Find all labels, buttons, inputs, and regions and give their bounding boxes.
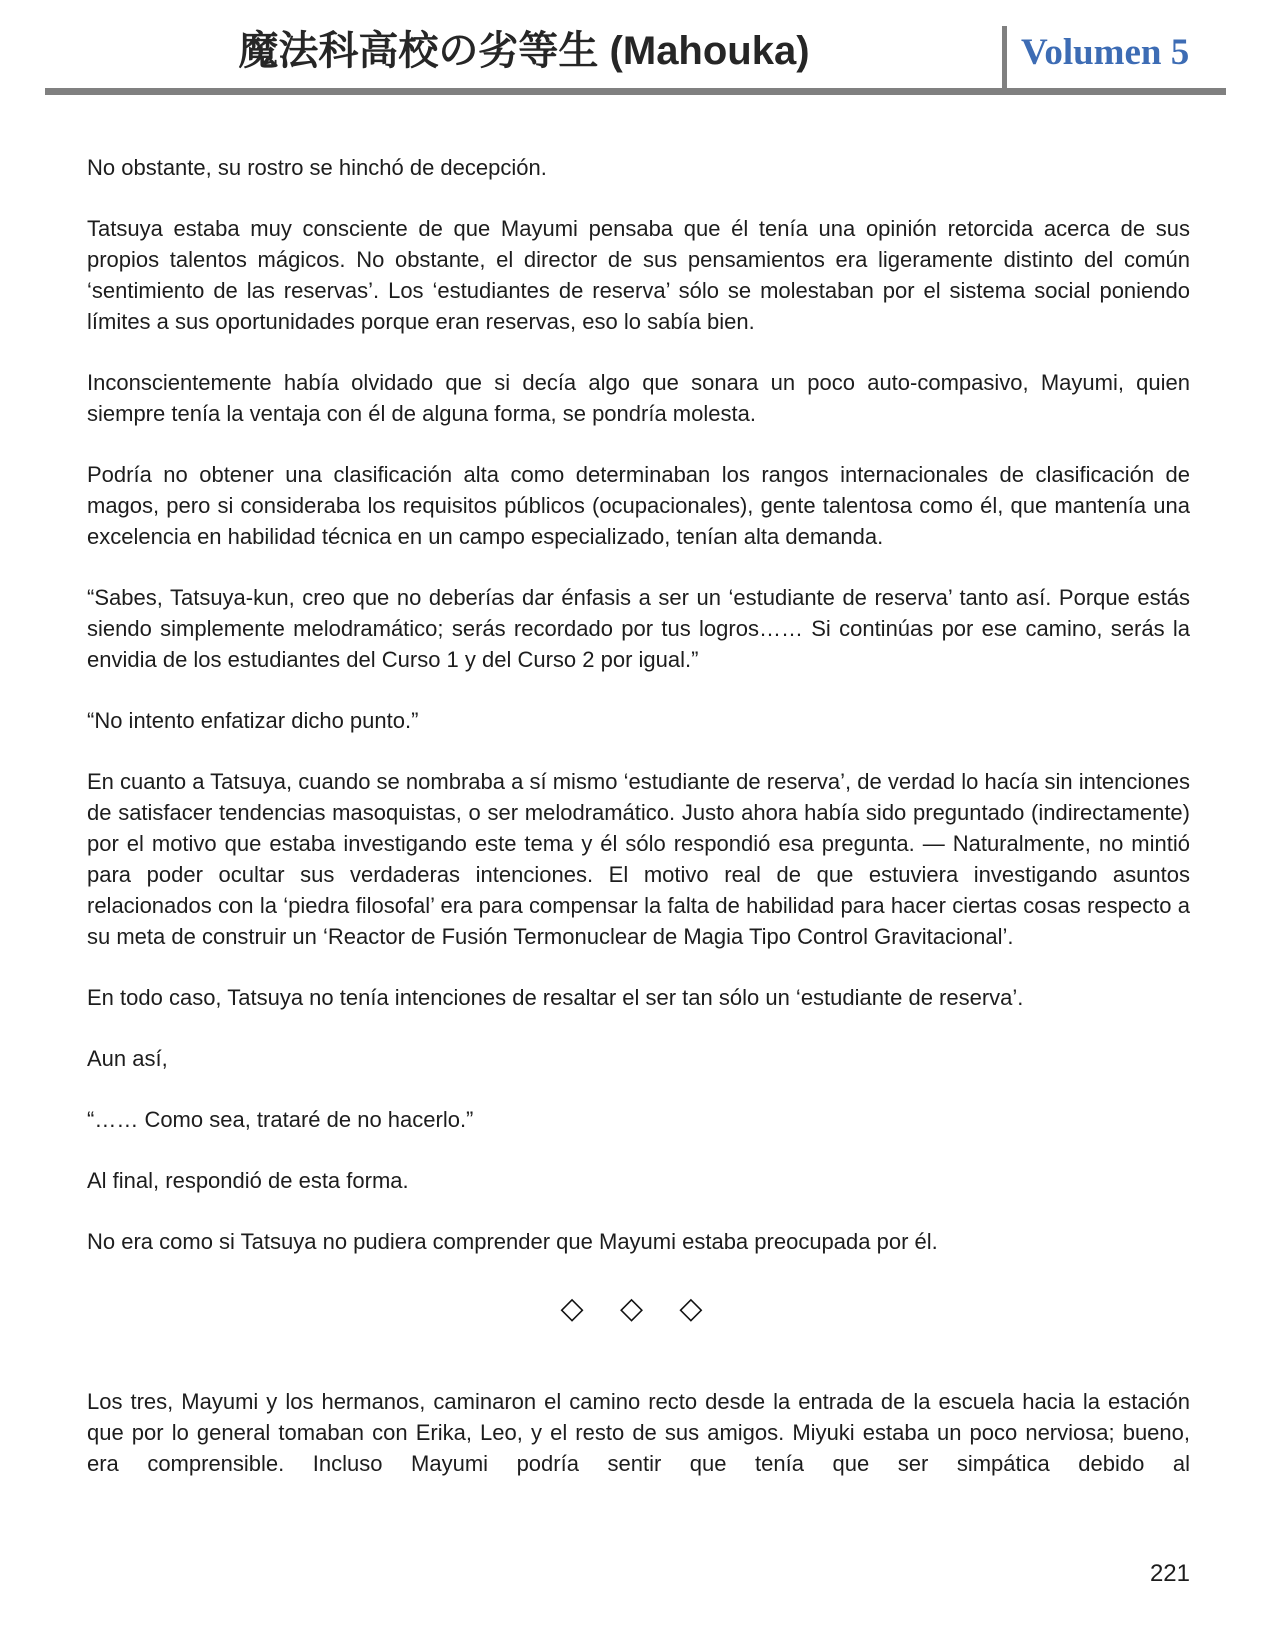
paragraph-dialogue: “No intento enfatizar dicho punto.” [87,708,419,733]
paragraph: Al final, respondió de esta forma. [87,1168,409,1193]
paragraph: Aun así, [87,1046,168,1071]
book-title: 魔法科高校の劣等生 (Mahouka) [238,29,810,73]
page-number: 221 [1149,1560,1190,1587]
header-separator-bar [1002,26,1007,88]
paragraph: Podría no obtener una clasificación alta como determinaban los rangos internacionales de clasificación de magos, pero si consideraba los requisitos públicos (ocupacionales), gente talentosa como él, que mantenía una excelencia en habilidad técnica en un campo especializado, tenían alta demanda. [87,462,1190,549]
paragraph-dialogue: “Sabes, Tatsuya-kun, creo que no deberías dar énfasis a ser un ‘estudiante de reserva’ tanto así. Porque estás siendo simplemente melodramático; serás recordado por tus logros…… Si continúas por ese camino, serás la envidia de los estudiantes del Curso 1 y del Curso 2 por igual.” [87,585,1190,672]
page-body [87,152,1190,1479]
paragraph: Inconscientemente había olvidado que si decía algo que sonara un poco auto-compasivo, Mayumi, quien siempre tenía la ventaja con él de alguna forma, se pondría molesta. [87,370,1190,426]
page-header [45,0,1226,95]
paragraph: En cuanto a Tatsuya, cuando se nombraba a sí mismo ‘estudiante de reserva’, de verdad lo hacía sin intenciones de satisfacer tendencias masoquistas, o ser melodramático. Justo ahora había sido preguntado (indirectamente) por el motivo que estaba investigando este tema y él sólo respondió esa pregunta. — Naturalmente, no mintió para poder ocultar sus verdaderas intenciones. El motivo real de que estuviera investigando asuntos relacionados con la ‘piedra filosofal’ era para compensar la falta de habilidad para hacer ciertas cosas respecto a su meta de construir un ‘Reactor de Fusión Termonuclear de Magia Tipo Control Gravitacional’. [87,769,1190,949]
paragraph-dialogue: “…… Como sea, trataré de no hacerlo.” [87,1107,474,1132]
paragraph: No obstante, su rostro se hinchó de decepción. [87,155,547,180]
paragraph: Tatsuya estaba muy consciente de que Mayumi pensaba que él tenía una opinión retorcida acerca de sus propios talentos mágicos. No obstante, el director de sus pensamientos era ligeramente distinto del común ‘sentimiento de las reservas’. Los ‘estudiantes de reserva’ sólo se molestaban por el sistema social poniendo límites a sus oportunidades porque eran reservas, eso lo sabía bien. [87,216,1190,334]
scene-break-divider: ◇ ◇ ◇ [560,1292,717,1325]
paragraph: Los tres, Mayumi y los hermanos, caminaron el camino recto desde la entrada de la escuela hacia la estación que por lo general tomaban con Erika, Leo, y el resto de sus amigos. Miyuki estaba un poco nerviosa; bueno, era comprensible. Incluso Mayumi podría sentir que tenía que ser simpática debido al [87,1389,1190,1476]
paragraph: No era como si Tatsuya no pudiera comprender que Mayumi estaba preocupada por él. [87,1229,938,1254]
volume-label: Volumen 5 [1021,32,1190,73]
paragraph: En todo caso, Tatsuya no tenía intenciones de resaltar el ser tan sólo un ‘estudiante de reserva’. [87,985,1024,1010]
